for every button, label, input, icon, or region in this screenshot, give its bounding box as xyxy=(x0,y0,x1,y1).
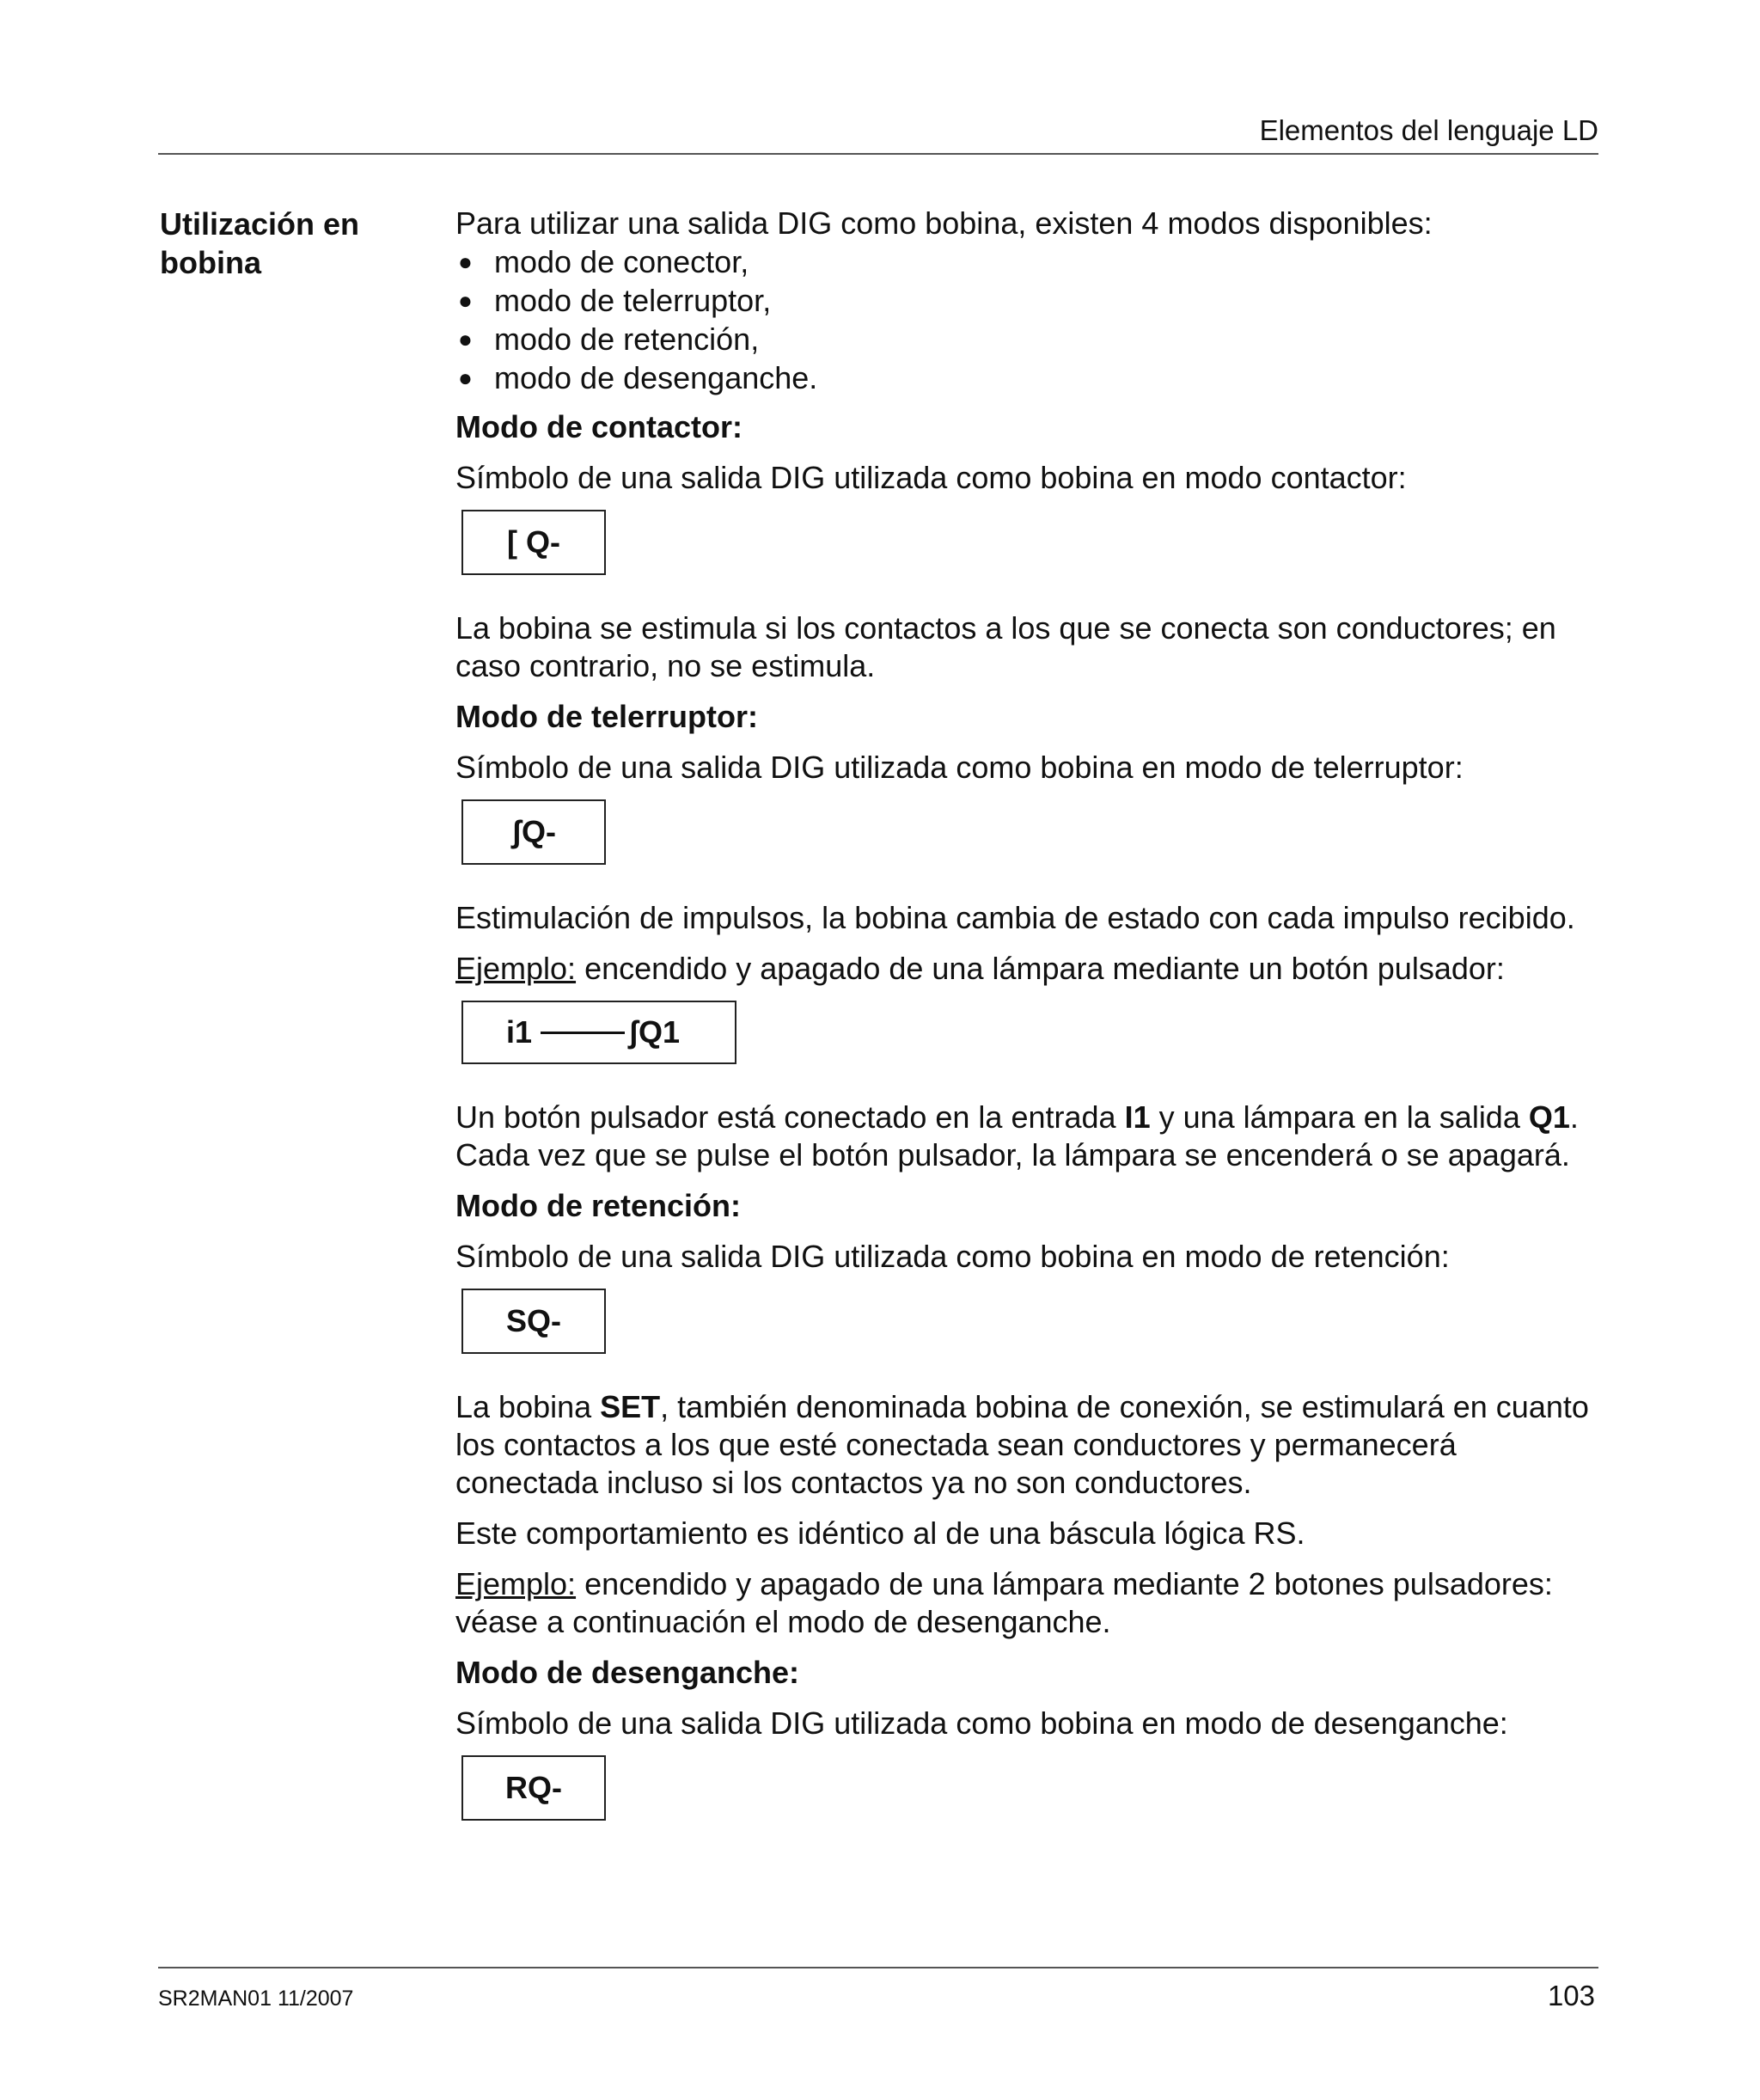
document-code: SR2MAN01 11/2007 xyxy=(158,1987,354,2011)
contactor-symbol-caption: Símbolo de una salida DIG utilizada como bobina en modo contactor: xyxy=(455,460,1407,495)
intro-paragraph: Para utilizar una salida DIG como bobina, existen 4 modos disponibles: xyxy=(455,205,1433,241)
list-item: ● modo de retención, xyxy=(458,321,760,357)
retencion-heading: Modo de retención: xyxy=(455,1188,741,1223)
bullet-icon: ● xyxy=(458,248,473,275)
side-heading-line-2: bobina xyxy=(160,245,261,280)
telerruptor-example xyxy=(455,950,1598,988)
desenganche-symbol-box xyxy=(461,1755,606,1821)
footer-rule xyxy=(158,1967,1598,1968)
telerruptor-symbol-caption: Símbolo de una salida DIG utilizada como bobina en modo de telerruptor: xyxy=(455,750,1464,785)
diagram-output-label: ʃQ1 xyxy=(628,1014,681,1050)
side-heading-line-1: Utilización en xyxy=(160,206,360,242)
example-label: Ejemplo: xyxy=(455,1566,577,1601)
retencion-behavior: Este comportamiento es idéntico al de una báscula lógica RS. xyxy=(455,1515,1305,1551)
telerruptor-heading: Modo de telerruptor: xyxy=(455,699,758,734)
running-header: Elementos del lenguaje LD xyxy=(1259,114,1598,146)
telerruptor-description: Estimulación de impulsos, la bobina cambia de estado con cada impulso recibido. xyxy=(455,900,1575,935)
retencion-example xyxy=(455,1565,1598,1641)
list-item: ● modo de conector, xyxy=(458,244,749,279)
example-label: Ejemplo: xyxy=(455,951,577,986)
example-text: encendido y apagado de una lámpara mediante un botón pulsador: xyxy=(576,951,1505,986)
desenganche-symbol: RQ- xyxy=(505,1770,562,1805)
list-item: ● modo de desenganche. xyxy=(458,360,818,395)
diagram-connection-line xyxy=(541,1032,625,1034)
retencion-description: La bobina SET, también denominada bobina de conexión, se estimulará en cuanto los contactos a los que esté conectada sean conductores y permanecerá conectada incluso si los contactos ya no son conductores. xyxy=(455,1389,1589,1500)
contactor-description: La bobina se estimula si los contactos a los que se conecta son conductores; en caso contrario, no se estimula. xyxy=(455,610,1556,683)
contactor-symbol: [ Q- xyxy=(507,524,560,560)
telerruptor-symbol-box xyxy=(461,799,606,865)
set-term: SET xyxy=(600,1389,661,1424)
telerruptor-symbol: ʃQ- xyxy=(511,814,556,849)
contactor-symbol-box xyxy=(461,510,606,575)
header-rule xyxy=(158,153,1598,155)
contactor-heading: Modo de contactor: xyxy=(455,409,742,444)
side-heading xyxy=(160,205,359,282)
retencion-symbol: SQ- xyxy=(505,1303,561,1338)
bullet-icon: ● xyxy=(458,326,473,352)
output-ref: Q1 xyxy=(1528,1099,1570,1135)
page-number: 103 xyxy=(1547,1980,1595,2011)
modes-list xyxy=(455,242,1598,397)
desenganche-symbol-caption: Símbolo de una salida DIG utilizada como bobina en modo de desenganche: xyxy=(455,1705,1508,1741)
retencion-symbol-box xyxy=(461,1289,606,1354)
main-content xyxy=(455,205,1598,1855)
telerruptor-explanation: Un botón pulsador está conectado en la entrada I1 y una lámpara en la salida Q1. Cada vez que se pulse el botón pulsador, la lámpara se encenderá o se apagará. xyxy=(455,1099,1579,1172)
bullet-icon: ● xyxy=(458,287,473,314)
list-item: ● modo de telerruptor, xyxy=(458,283,772,318)
desenganche-heading: Modo de desenganche: xyxy=(455,1655,800,1690)
example-text: encendido y apagado de una lámpara mediante 2 botones pulsadores: véase a continuación el modo de desenganche. xyxy=(455,1566,1553,1639)
telerruptor-diagram-box xyxy=(461,1001,736,1064)
input-ref: I1 xyxy=(1124,1099,1151,1135)
bullet-icon: ● xyxy=(458,364,473,391)
diagram-input-label: i1 xyxy=(506,1014,533,1050)
retencion-symbol-caption: Símbolo de una salida DIG utilizada como bobina en modo de retención: xyxy=(455,1239,1450,1274)
